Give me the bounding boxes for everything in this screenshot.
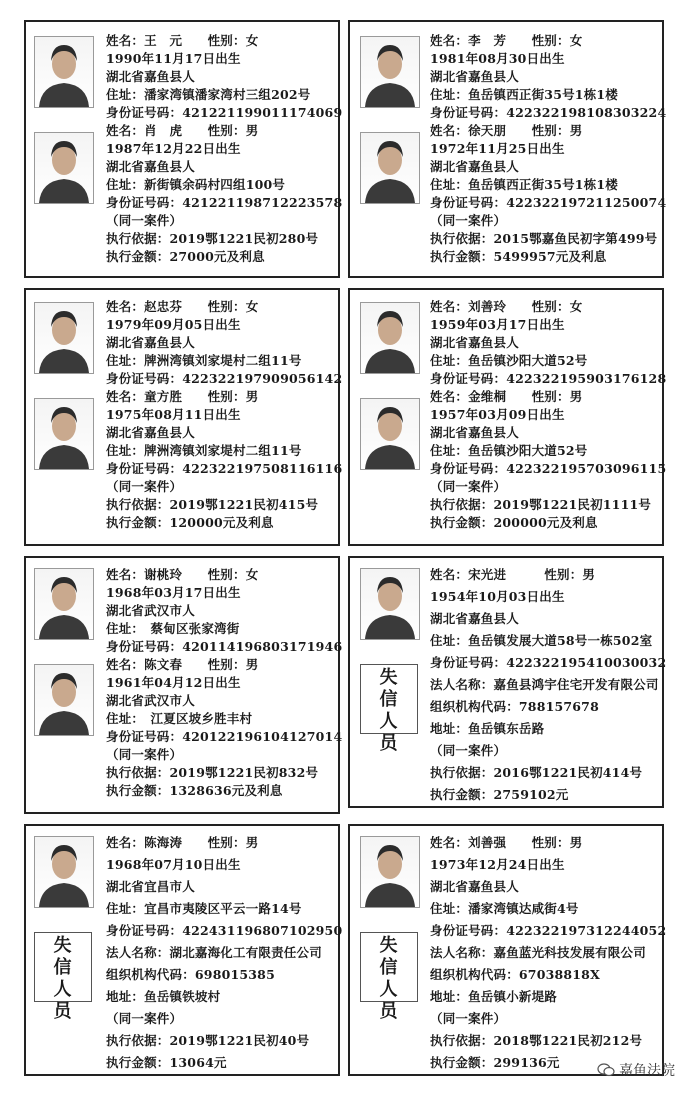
person-photo bbox=[34, 36, 94, 108]
same-case-note: （同一案件） bbox=[106, 747, 183, 762]
name-gender: 姓名：宋光进 性别：男 bbox=[430, 567, 596, 582]
id-number: 身份证号码：421221199011174069 bbox=[106, 105, 343, 120]
same-case-note: （同一案件） bbox=[430, 743, 507, 758]
person-photo bbox=[34, 664, 94, 736]
same-case-note: （同一案件） bbox=[430, 479, 507, 494]
execution-basis: 执行依据：2018鄂1221民初212号 bbox=[430, 1033, 643, 1048]
address: 住址：潘家湾镇潘家湾村三组202号 bbox=[106, 87, 311, 102]
portrait-silhouette bbox=[361, 133, 419, 203]
debtor-card bbox=[348, 556, 667, 808]
portrait-silhouette bbox=[361, 399, 419, 469]
company-address: 地址：鱼岳镇东岳路 bbox=[430, 721, 545, 736]
name-gender: 姓名：肖 虎 性别：男 bbox=[106, 123, 259, 138]
id-number: 身份证号码：422322195903176128 bbox=[430, 371, 667, 386]
address: 住址： 蔡甸区张家湾街 bbox=[106, 621, 240, 636]
execution-amount: 执行金额：5499957元及利息 bbox=[430, 249, 607, 264]
id-number: 身份证号码：422322198108303224 bbox=[430, 105, 667, 120]
person-photo bbox=[34, 302, 94, 374]
seal-char: 信 bbox=[379, 957, 399, 978]
debtor-card bbox=[24, 20, 343, 278]
seal-char: 信 bbox=[53, 957, 73, 978]
portrait-silhouette bbox=[361, 303, 419, 373]
origin: 湖北省武汉市人 bbox=[106, 693, 195, 708]
name-gender: 姓名：李 芳 性别：女 bbox=[430, 33, 583, 48]
address: 住址：鱼岳镇沙阳大道52号 bbox=[430, 353, 588, 368]
portrait-silhouette bbox=[35, 569, 93, 639]
portrait-silhouette bbox=[35, 665, 93, 735]
execution-amount: 执行金额：13064元 bbox=[106, 1055, 227, 1070]
execution-basis: 执行依据：2015鄂嘉鱼民初字第499号 bbox=[430, 231, 658, 246]
org-code: 组织机构代码：698015385 bbox=[106, 967, 275, 982]
org-code: 组织机构代码：788157678 bbox=[430, 699, 599, 714]
company-address: 地址：鱼岳镇铁坡村 bbox=[106, 989, 221, 1004]
birth-date: 1990年11月17日出生 bbox=[106, 51, 241, 66]
legal-entity-name: 法人名称：嘉鱼县鸿宇住宅开发有限公司 bbox=[430, 677, 659, 692]
person-photo bbox=[360, 836, 420, 908]
name-gender: 姓名：刘善强 性别：男 bbox=[430, 835, 583, 850]
origin: 湖北省嘉鱼县人 bbox=[106, 425, 195, 440]
origin: 湖北省嘉鱼县人 bbox=[106, 69, 195, 84]
id-number: 身份证号码：422322197508116116 bbox=[106, 461, 343, 476]
address: 住址： 江夏区坡乡胜丰村 bbox=[106, 711, 253, 726]
origin: 湖北省嘉鱼县人 bbox=[430, 69, 519, 84]
id-number: 身份证号码：422322197312244052 bbox=[430, 923, 667, 938]
seal-char: 员 bbox=[53, 1001, 73, 1022]
watermark-text: 嘉鱼法院 bbox=[619, 1063, 675, 1079]
portrait-silhouette bbox=[361, 37, 419, 107]
wechat-icon bbox=[597, 1063, 615, 1077]
person-photo bbox=[360, 132, 420, 204]
address: 住址：宜昌市夷陵区平云一路14号 bbox=[106, 901, 302, 916]
execution-amount: 执行金额：1328636元及利息 bbox=[106, 783, 283, 798]
portrait-silhouette bbox=[361, 837, 419, 907]
person-photo bbox=[34, 132, 94, 204]
origin: 湖北省宜昌市人 bbox=[106, 879, 195, 894]
person-photo bbox=[34, 398, 94, 470]
origin: 湖北省嘉鱼县人 bbox=[430, 879, 519, 894]
legal-entity-name: 法人名称：嘉鱼蓝光科技发展有限公司 bbox=[430, 945, 646, 960]
execution-amount: 执行金额：27000元及利息 bbox=[106, 249, 265, 264]
name-gender: 姓名：谢桃玲 性别：女 bbox=[106, 567, 259, 582]
birth-date: 1979年09月05日出生 bbox=[106, 317, 241, 332]
id-number: 身份证号码：422322195703096115 bbox=[430, 461, 667, 476]
portrait-silhouette bbox=[35, 37, 93, 107]
seal-char: 人 bbox=[379, 711, 399, 732]
address: 住址：鱼岳镇西正街35号1栋1楼 bbox=[430, 87, 618, 102]
org-code: 组织机构代码：67038818X bbox=[430, 967, 600, 982]
execution-amount: 执行金额：2759102元 bbox=[430, 787, 569, 802]
seal-char: 人 bbox=[379, 979, 399, 1000]
portrait-silhouette bbox=[361, 569, 419, 639]
birth-date: 1981年08月30日出生 bbox=[430, 51, 565, 66]
birth-date: 1961年04月12日出生 bbox=[106, 675, 241, 690]
id-number: 身份证号码：422322197211250074 bbox=[430, 195, 667, 210]
seal-char: 员 bbox=[379, 733, 399, 754]
seal-char: 失 bbox=[379, 667, 399, 688]
debtor-card bbox=[24, 824, 343, 1076]
debtor-card bbox=[348, 20, 667, 278]
execution-basis: 执行依据：2019鄂1221民初832号 bbox=[106, 765, 319, 780]
origin: 湖北省嘉鱼县人 bbox=[430, 425, 519, 440]
execution-basis: 执行依据：2019鄂1221民初280号 bbox=[106, 231, 319, 246]
execution-amount: 执行金额：120000元及利息 bbox=[106, 515, 274, 530]
name-gender: 姓名：刘善玲 性别：女 bbox=[430, 299, 583, 314]
wechat-watermark bbox=[597, 1060, 675, 1080]
debtor-card bbox=[24, 288, 343, 546]
name-gender: 姓名：陈文春 性别：男 bbox=[106, 657, 259, 672]
id-number: 身份证号码：420114196803171946 bbox=[106, 639, 343, 654]
person-photo bbox=[360, 36, 420, 108]
birth-date: 1957年03月09日出生 bbox=[430, 407, 565, 422]
same-case-note: （同一案件） bbox=[106, 213, 183, 228]
origin: 湖北省嘉鱼县人 bbox=[106, 159, 195, 174]
birth-date: 1968年03月17日出生 bbox=[106, 585, 241, 600]
seal-char: 失 bbox=[379, 935, 399, 956]
name-gender: 姓名：徐天朋 性别：男 bbox=[430, 123, 583, 138]
address: 住址：潘家湾镇达咸街4号 bbox=[430, 901, 579, 916]
execution-basis: 执行依据：2016鄂1221民初414号 bbox=[430, 765, 643, 780]
birth-date: 1968年07月10日出生 bbox=[106, 857, 241, 872]
origin: 湖北省嘉鱼县人 bbox=[430, 159, 519, 174]
address: 住址：鱼岳镇西正街35号1栋1楼 bbox=[430, 177, 618, 192]
execution-basis: 执行依据：2019鄂1221民初1111号 bbox=[430, 497, 652, 512]
same-case-note: （同一案件） bbox=[430, 213, 507, 228]
name-gender: 姓名：赵忠芬 性别：女 bbox=[106, 299, 259, 314]
same-case-note: （同一案件） bbox=[430, 1011, 507, 1026]
origin: 湖北省嘉鱼县人 bbox=[430, 611, 519, 626]
id-number: 身份证号码：421221198712223578 bbox=[106, 195, 343, 210]
execution-amount: 执行金额：299136元 bbox=[430, 1055, 560, 1070]
portrait-silhouette bbox=[35, 133, 93, 203]
seal-char: 员 bbox=[379, 1001, 399, 1022]
id-number: 身份证号码：422322195410030032 bbox=[430, 655, 667, 670]
portrait-silhouette bbox=[35, 399, 93, 469]
person-photo bbox=[360, 568, 420, 640]
id-number: 身份证号码：422431196807102950 bbox=[106, 923, 343, 938]
id-number: 身份证号码：420122196104127014 bbox=[106, 729, 343, 744]
debtor-card bbox=[348, 288, 667, 546]
discredited-person-seal bbox=[360, 932, 418, 1022]
birth-date: 1959年03月17日出生 bbox=[430, 317, 565, 332]
birth-date: 1973年12月24日出生 bbox=[430, 857, 565, 872]
birth-date: 1975年08月11日出生 bbox=[106, 407, 241, 422]
birth-date: 1972年11月25日出生 bbox=[430, 141, 565, 156]
debtor-card bbox=[24, 556, 343, 814]
legal-entity-name: 法人名称：湖北嘉海化工有限责任公司 bbox=[106, 945, 322, 960]
portrait-silhouette bbox=[35, 303, 93, 373]
id-number: 身份证号码：422322197909056142 bbox=[106, 371, 343, 386]
seal-char: 人 bbox=[53, 979, 73, 1000]
birth-date: 1987年12月22日出生 bbox=[106, 141, 241, 156]
same-case-note: （同一案件） bbox=[106, 479, 183, 494]
execution-amount: 执行金额：200000元及利息 bbox=[430, 515, 598, 530]
origin: 湖北省武汉市人 bbox=[106, 603, 195, 618]
address: 住址：牌洲湾镇刘家堤村二组11号 bbox=[106, 353, 302, 368]
name-gender: 姓名：王 元 性别：女 bbox=[106, 33, 259, 48]
execution-basis: 执行依据：2019鄂1221民初415号 bbox=[106, 497, 319, 512]
seal-char: 信 bbox=[379, 689, 399, 710]
person-photo bbox=[360, 398, 420, 470]
address: 住址：牌洲湾镇刘家堤村二组11号 bbox=[106, 443, 302, 458]
execution-basis: 执行依据：2019鄂1221民初40号 bbox=[106, 1033, 310, 1048]
seal-char: 失 bbox=[53, 935, 73, 956]
name-gender: 姓名：童方胜 性别：男 bbox=[106, 389, 259, 404]
address: 住址：新街镇余码村四组100号 bbox=[106, 177, 286, 192]
person-photo bbox=[34, 836, 94, 908]
person-photo bbox=[360, 302, 420, 374]
discredited-person-seal bbox=[360, 664, 418, 754]
debtor-card bbox=[348, 824, 667, 1076]
address: 住址：鱼岳镇发展大道58号一栋502室 bbox=[430, 633, 653, 648]
company-address: 地址：鱼岳镇小新堤路 bbox=[430, 989, 558, 1004]
discredited-person-seal bbox=[34, 932, 92, 1022]
name-gender: 姓名：金维桐 性别：男 bbox=[430, 389, 583, 404]
name-gender: 姓名：陈海涛 性别：男 bbox=[106, 835, 259, 850]
address: 住址：鱼岳镇沙阳大道52号 bbox=[430, 443, 588, 458]
same-case-note: （同一案件） bbox=[106, 1011, 183, 1026]
origin: 湖北省嘉鱼县人 bbox=[430, 335, 519, 350]
origin: 湖北省嘉鱼县人 bbox=[106, 335, 195, 350]
birth-date: 1954年10月03日出生 bbox=[430, 589, 565, 604]
person-photo bbox=[34, 568, 94, 640]
portrait-silhouette bbox=[35, 837, 93, 907]
